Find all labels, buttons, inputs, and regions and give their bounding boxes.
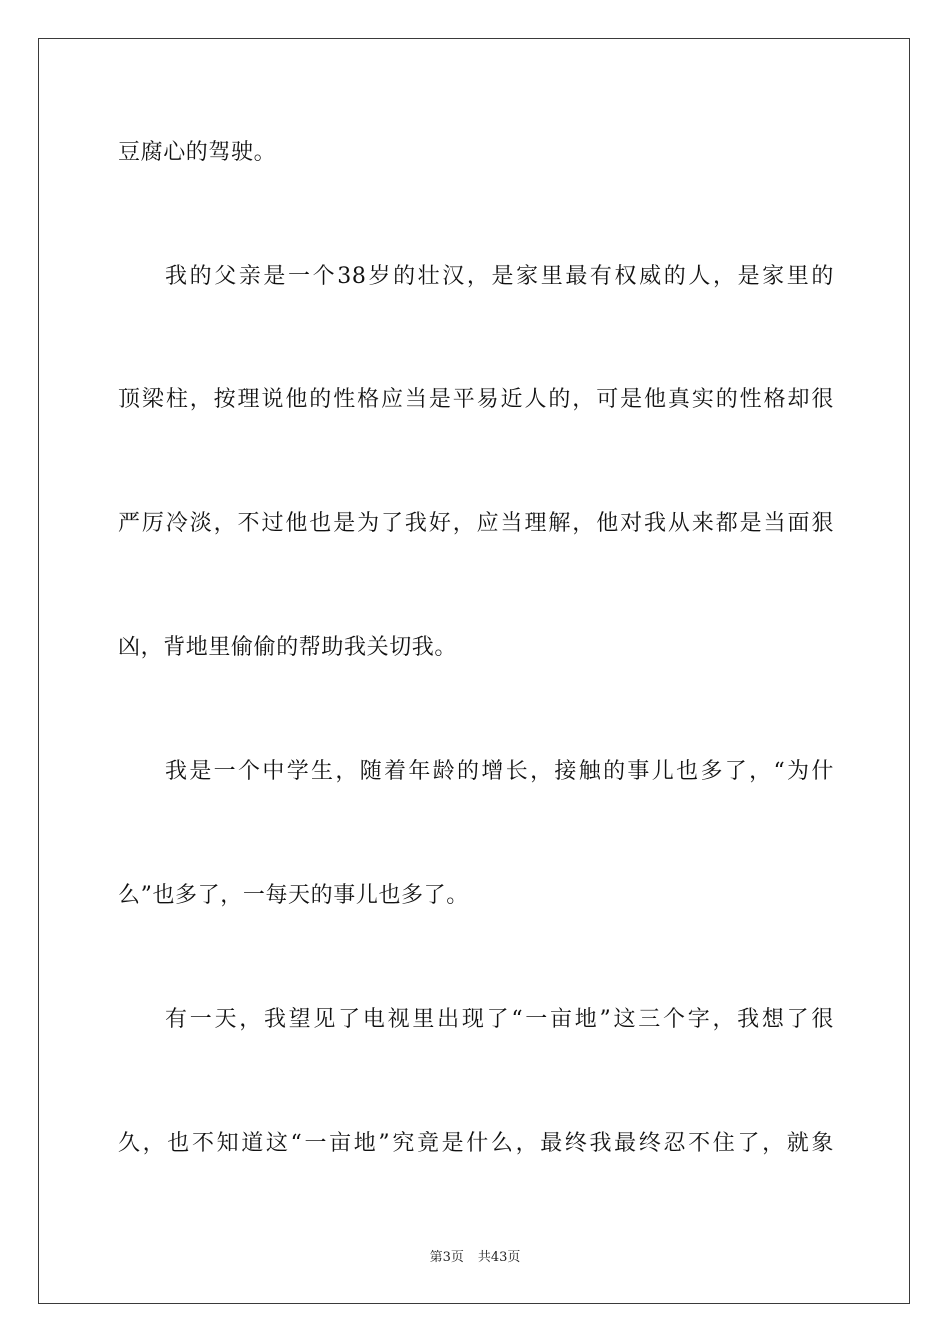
text-line: 顶梁柱，按理说他的性格应当是平易近人的，可是他真实的性格却很	[118, 387, 834, 412]
text-line: 我是一个中学生，随着年龄的增长，接触的事儿也多了，“为什	[165, 759, 834, 784]
text-line: 凶，背地里偷偷的帮助我关切我。	[118, 635, 458, 660]
page-number: 第3页	[429, 1250, 464, 1265]
page-border	[38, 38, 910, 1304]
text-line: 豆腐心的驾驶。	[118, 140, 277, 165]
text-line: 么”也多了，一每天的事儿也多了。	[118, 883, 469, 908]
page-total: 共43页	[477, 1250, 521, 1265]
text-line: 有一天，我望见了电视里出现了“一亩地”这三个字，我想了很	[165, 1007, 834, 1032]
text-line: 久，也不知道这“一亩地”究竟是什么，最终我最终忍不住了，就象	[118, 1131, 834, 1156]
text-line: 我的父亲是一个38岁的壮汉，是家里最有权威的人，是家里的	[165, 264, 834, 289]
page-footer	[0, 1246, 950, 1265]
text-line: 严厉冷淡，不过他也是为了我好，应当理解，他对我从来都是当面狠	[118, 511, 834, 536]
